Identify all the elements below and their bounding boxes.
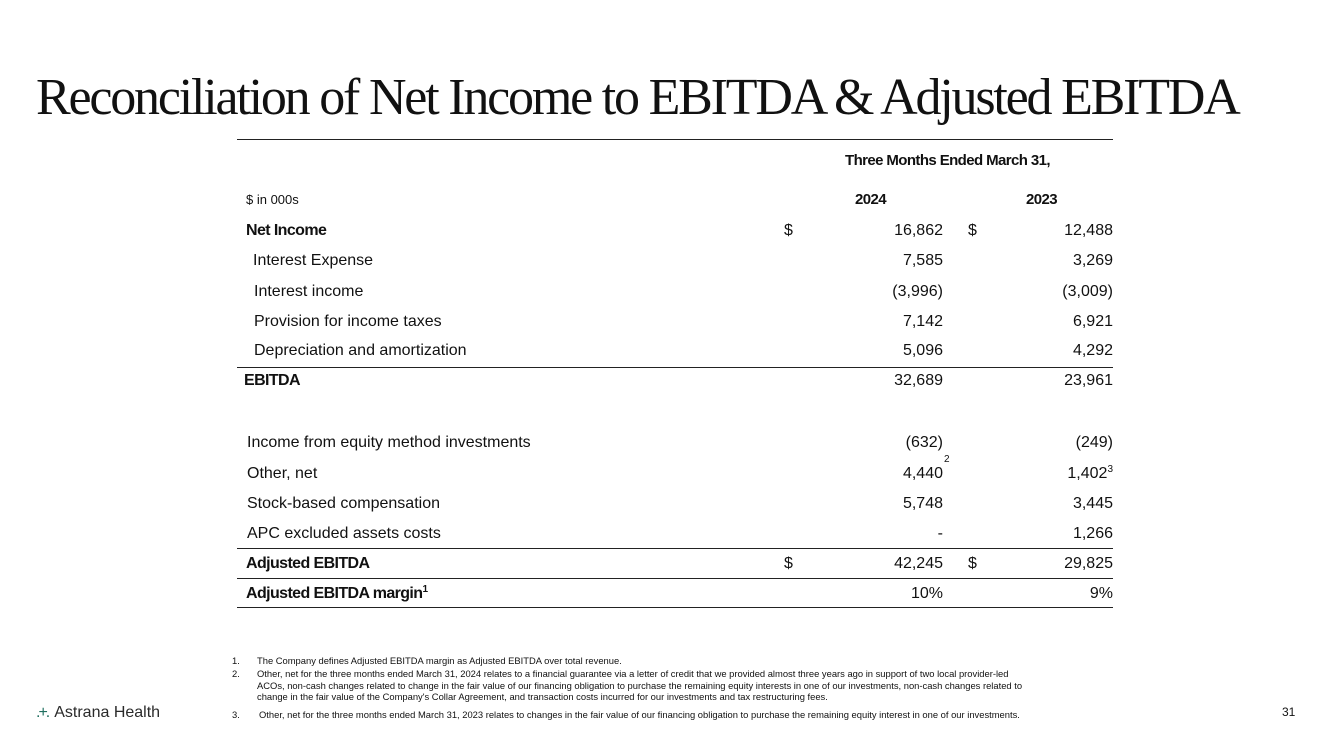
footnote-line: Other, net for the three months ended March 31, 2023 relates to changes in the fair value of our financing obligation to purchase the remaining equity interest in one of our investments.	[259, 709, 1020, 720]
row-label-net-income: Net Income	[246, 222, 327, 239]
value-2023: 29,825	[1064, 555, 1113, 572]
currency-symbol: $	[784, 222, 793, 239]
currency-symbol: $	[968, 555, 977, 572]
value-2024: 5,748	[902, 495, 943, 512]
row-label-adjusted-ebitda: Adjusted EBITDA	[246, 555, 370, 572]
value-2023: 23,961	[1064, 372, 1113, 389]
page-number: 31	[1282, 705, 1296, 719]
footnote-line: The Company defines Adjusted EBITDA margin as Adjusted EBITDA over total revenue.	[257, 655, 622, 666]
row-label-stock-compensation: Stock-based compensation	[247, 495, 440, 512]
value-2024: 4,440	[902, 465, 943, 482]
row-label-ebitda: EBITDA	[244, 372, 300, 389]
footnote-number: 2.	[232, 668, 240, 679]
company-logo	[36, 704, 160, 722]
value-2024: 16,862	[894, 222, 943, 239]
row-label-interest-expense: Interest Expense	[253, 252, 374, 269]
value-2023: 6,921	[1072, 313, 1113, 330]
row-label-apc-excluded-assets: APC excluded assets costs	[247, 525, 441, 542]
value-2023: 1,266	[1072, 525, 1113, 542]
footnote-line: Other, net for the three months ended March 31, 2024 relates to a financial guarantee via a letter of credit that we provided almost three years ago in support of two local provider-led	[257, 668, 1009, 679]
value-2024: 5,096	[902, 342, 943, 359]
value-2024: -	[937, 525, 943, 542]
value-2024: (632)	[905, 434, 943, 451]
currency-symbol: $	[968, 222, 977, 239]
currency-symbol: $	[784, 555, 793, 572]
value-2024: 42,245	[894, 555, 943, 572]
row-label-text: Adjusted EBITDA margin	[246, 585, 423, 602]
value-2023: (249)	[1075, 434, 1113, 451]
footnote-number: 3.	[232, 709, 240, 720]
value-2023: 3,445	[1072, 495, 1113, 512]
adjusted-ebitda-bottom-rule	[237, 578, 1113, 579]
value-2023: (3,009)	[1062, 283, 1113, 300]
row-label-equity-method-income: Income from equity method investments	[247, 434, 531, 451]
column-header-2023: 2023	[1026, 191, 1057, 208]
footnote-line: ACOs, non-cash changes related to change in the fair value of our financing obligation to purchase the remaining equity interests in one of our investments, non-cash changes related to	[257, 679, 1023, 691]
value-2024: 7,585	[902, 252, 943, 269]
astrana-mark-icon: .+.	[36, 704, 49, 721]
value-2024: 7,142	[902, 313, 943, 330]
value-2024: (3,996)	[892, 283, 943, 300]
table-bottom-rule	[237, 607, 1113, 608]
row-label-interest-income: Interest income	[254, 283, 364, 300]
row-label-depreciation-amortization: Depreciation and amortization	[254, 342, 467, 359]
adjusted-ebitda-top-rule	[237, 548, 1113, 549]
footnote-ref-2: 2	[944, 454, 950, 465]
table-top-rule	[237, 139, 1113, 140]
value-2023: 12,488	[1064, 222, 1113, 239]
value-2023: 9%	[1089, 585, 1113, 602]
units-label: $ in 000s	[246, 192, 299, 207]
value-2023: 4,292	[1072, 342, 1113, 359]
value-2023	[953, 465, 1113, 483]
value-2023-text: 1,402	[1067, 465, 1108, 482]
value-2024: 10%	[910, 585, 943, 602]
footnote-number: 1.	[232, 655, 240, 666]
footnote-ref-1: 1	[422, 584, 428, 595]
page-title: Reconciliation of Net Income to EBITDA & Adjusted EBITDA	[36, 69, 1239, 126]
row-label-adjusted-ebitda-margin	[246, 585, 427, 603]
row-label-provision-income-taxes: Provision for income taxes	[254, 313, 442, 330]
footnote-ref-3: 3	[1107, 464, 1113, 475]
footnote-line: change in the fair value of the Company's Collar Agreement, and transaction costs incurred for our investments and tax restructuring fees.	[257, 691, 828, 702]
row-label-other-net: Other, net	[247, 465, 318, 482]
ebitda-rule	[237, 367, 1113, 368]
logo-text: Astrana Health	[54, 704, 161, 721]
value-2023: 3,269	[1072, 252, 1113, 269]
period-header: Three Months Ended March 31,	[845, 152, 1050, 169]
column-header-2024: 2024	[855, 191, 886, 208]
value-2024: 32,689	[894, 372, 943, 389]
